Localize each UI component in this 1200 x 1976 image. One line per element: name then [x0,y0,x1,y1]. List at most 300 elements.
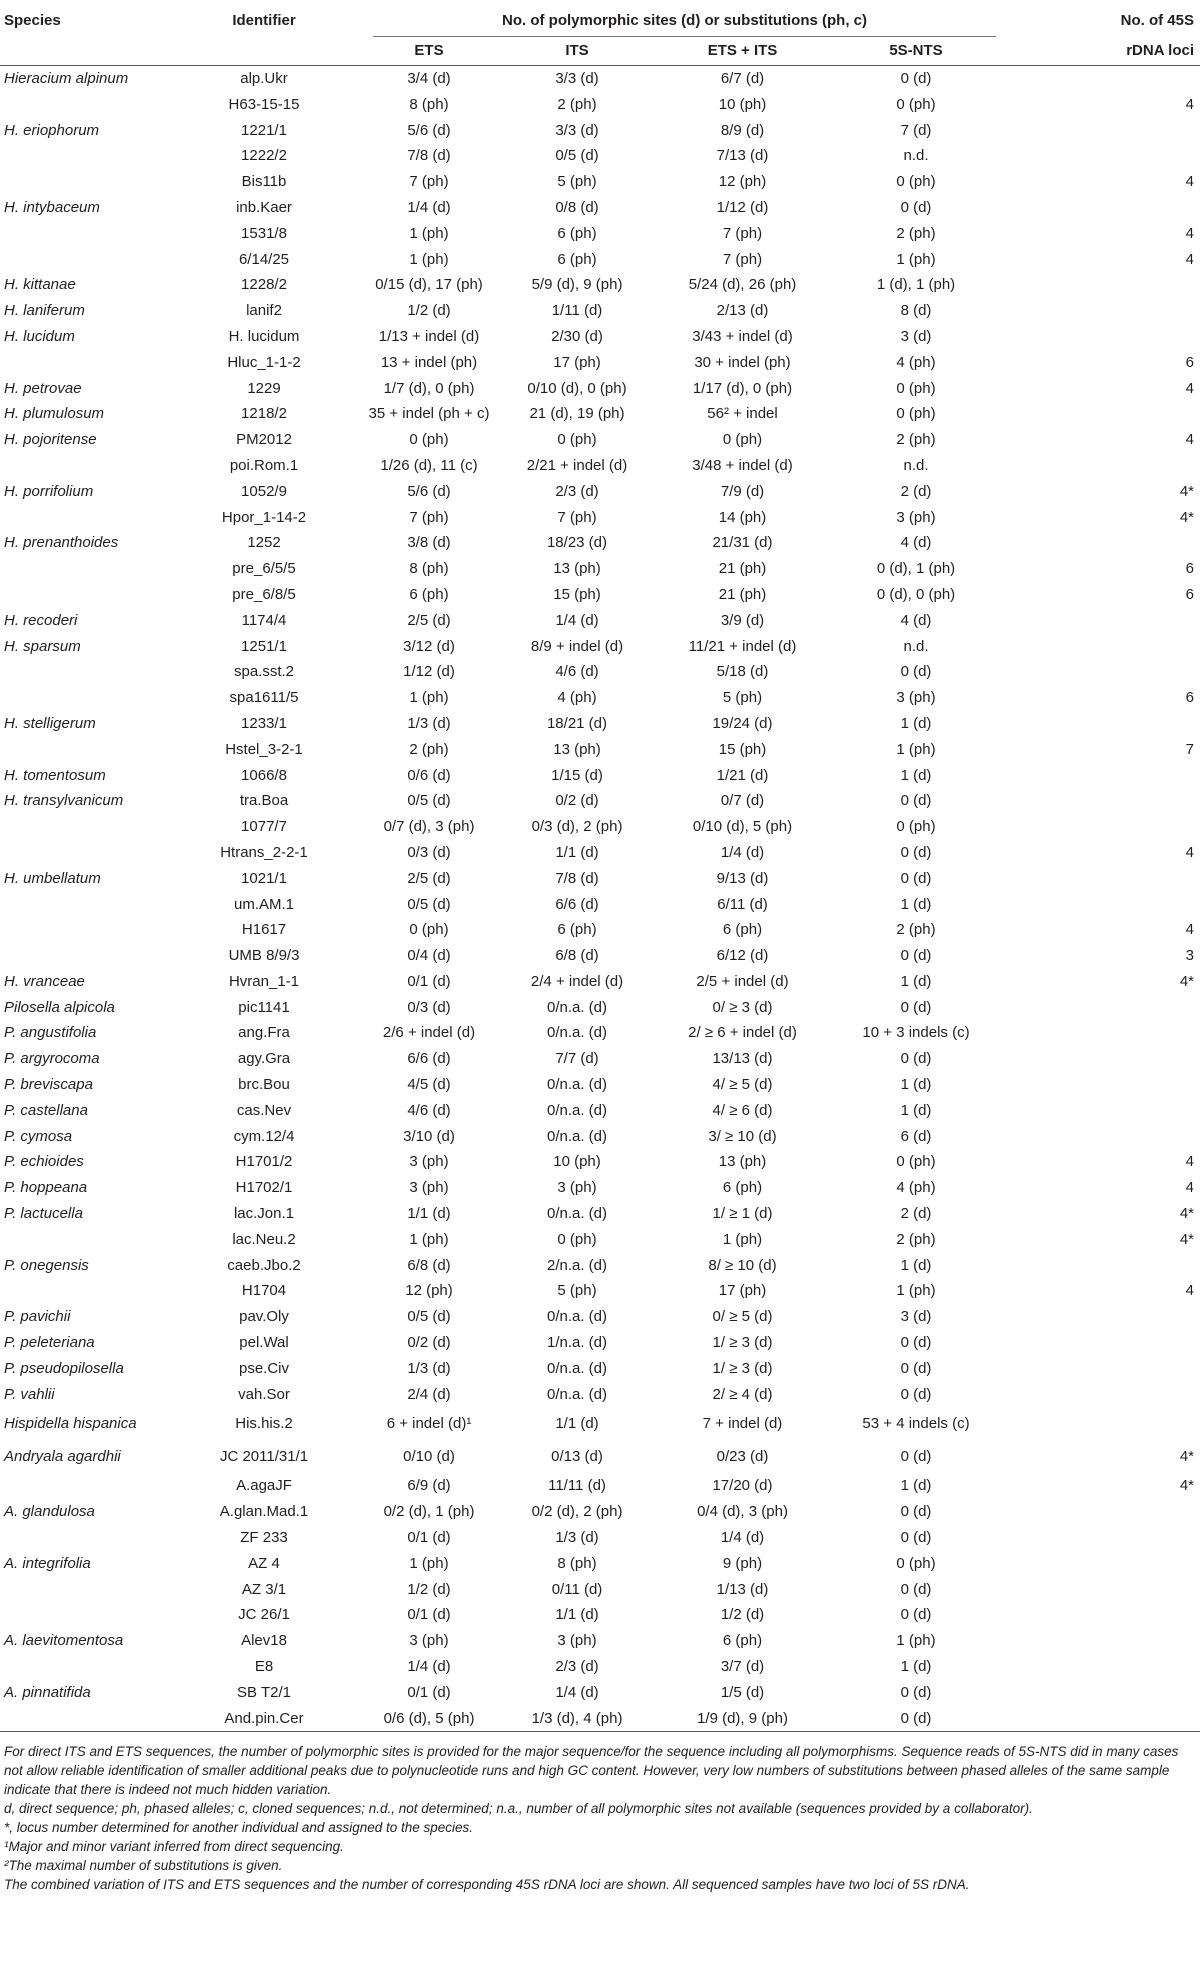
nts-cell: 1 (d) [900,1256,932,1274]
table-row [0,1072,1200,1098]
etsits-cell: 2/ ≥ 6 + indel (d) [688,1024,797,1042]
species-cell: H. sparsum [4,637,81,655]
nts-cell: 3 (d) [900,1308,932,1326]
etsits-cell: 9/13 (d) [716,869,769,887]
species-cell [0,143,165,169]
species-cell: H. porrifolium [4,482,94,500]
ets-cell: 0/1 (d) [407,1529,451,1547]
loci-cell: 4* [1179,1448,1194,1466]
table-row [0,1602,1200,1628]
its-cell: 1/11 (d) [551,302,603,320]
its-cell: 2/3 (d) [555,482,599,500]
etsits-cell: 1/12 (d) [716,198,769,216]
loci-cell [1006,892,1200,918]
species-cell: H. prenanthoides [4,534,119,552]
its-cell: 15 (ph) [553,585,601,603]
table-row [0,1440,1200,1473]
species-cell: Hispidella hispanica [4,1415,137,1433]
etsits-cell: 1/ ≥ 3 (d) [712,1359,773,1377]
table-row [0,530,1200,556]
species-cell: Hieracium alpinum [4,70,129,87]
loci-cell: 4* [1179,482,1194,500]
table-row [0,634,1200,660]
table-row [0,1227,1200,1253]
species-cell [0,814,165,840]
its-cell: 0 (ph) [557,431,597,449]
identifier-cell: 1066/8 [241,766,287,784]
ets-cell: 6 + indel (d)¹ [386,1415,472,1433]
nts-cell: 0 (ph) [896,1153,936,1171]
etsits-cell: 14 (ph) [718,508,767,526]
its-cell: 1/4 (d) [555,611,599,629]
its-cell: 0/n.a. (d) [546,1205,608,1223]
identifier-cell: And.pin.Cer [165,1706,363,1732]
nts-cell: 0 (d) [826,1706,1006,1732]
species-cell: H. laniferum [4,302,85,320]
table-row [0,1382,1200,1408]
table-row [0,298,1200,324]
its-cell: 0/n.a. (d) [546,1359,608,1377]
its-cell: 1/1 (d) [555,1415,599,1433]
identifier-cell: 1218/2 [241,405,287,423]
identifier-cell: 1228/2 [241,276,287,294]
etsits-cell: 56² + indel [707,405,778,423]
ets-cell: 1 (ph) [409,1554,449,1572]
footnote-asterisk: *, locus number determined for another individual and assigned to the species. [4,1820,474,1836]
ets-cell: 3 (ph) [409,1153,449,1171]
loci-cell: 6 [1185,585,1194,603]
its-cell: 3 (ph) [557,1632,597,1650]
species-cell: P. castellana [4,1101,88,1119]
identifier-cell: Bis11b [241,173,287,191]
ets-cell: 7 (ph) [409,173,449,191]
its-cell: 7/8 (d) [555,869,599,887]
nts-cell: 0 (d), 1 (ph) [876,560,956,578]
ets-cell: 3/4 (d) [407,70,451,87]
identifier-cell: pre_6/8/5 [232,585,296,603]
etsits-cell: 3/43 + indel (d) [692,327,793,345]
ets-cell: 6/6 (d) [407,1050,451,1068]
species-cell [0,505,165,531]
nts-cell: 3 (ph) [896,508,936,526]
ets-cell: 2/5 (d) [407,869,451,887]
table-row [0,1253,1200,1279]
table-row [0,866,1200,892]
nts-cell: 0 (d) [900,1385,932,1403]
nts-cell: 3 (ph) [896,689,936,707]
species-cell [0,582,165,608]
etsits-cell: 12 (ph) [718,173,767,191]
loci-cell [1006,659,1200,685]
its-cell: 3/3 (d) [555,70,599,87]
loci-cell: 4 [1185,95,1194,113]
header-row-1 [0,6,1200,37]
etsits-cell: 17/20 (d) [712,1477,773,1495]
identifier-cell: Hvran_1-1 [228,972,300,990]
etsits-cell: 1/5 (d) [720,1683,765,1701]
ets-cell: 0/10 (d) [403,1448,455,1466]
identifier-cell: Hpor_1-14-2 [221,508,307,526]
identifier-cell: pel.Wal [239,1334,289,1352]
group-header [363,6,1006,37]
loci-cell: 6 [1185,689,1194,707]
etsits-cell: 3/7 (d) [720,1658,765,1676]
loci-cell [1006,814,1200,840]
nts-cell: 0 (d) [900,843,932,861]
etsits-cell: 5/24 (d), 26 (ph) [688,276,797,294]
identifier-cell: cym.12/4 [233,1127,295,1145]
species-cell [0,1654,165,1680]
identifier-cell: pre_6/5/5 [232,560,296,578]
etsits-cell: 1/2 (d) [720,1606,765,1624]
species-cell [0,840,165,866]
nts-cell: 1 (d) [900,714,932,732]
nts-cell: 3 (d) [900,327,932,345]
species-cell: H. vranceae [4,972,85,990]
its-cell: 2/21 + indel (d) [526,456,628,474]
table-row [0,556,1200,582]
its-cell: 0/13 (d) [551,1448,603,1466]
loci-cell [1006,1628,1200,1654]
table-row [0,1356,1200,1382]
its-cell: 1/4 (d) [555,1683,599,1701]
species-cell: H. kittanae [4,276,76,294]
table-row [0,1149,1200,1175]
etsits-cell: 4/ ≥ 5 (d) [712,1076,773,1094]
species-cell: H. umbellatum [4,869,101,887]
identifier-cell: poi.Rom.1 [229,456,299,474]
identifier-cell: pic1141 [238,998,290,1016]
its-cell: 0/11 (d) [551,1580,603,1598]
ets-cell: 1/2 (d) [407,1580,451,1598]
table-row [0,92,1200,118]
nts-cell: 1 (d) [900,972,932,990]
loci-cell [1006,1551,1200,1577]
table-body [0,66,1200,1732]
species-cell [0,892,165,918]
nts-cell: 4 (d) [900,611,932,629]
ets-cell: 6 (ph) [409,585,449,603]
its-cell: 2/3 (d) [555,1658,599,1676]
species-cell [0,453,165,479]
footnote-methods: For direct ITS and ETS sequences, the number of polymorphic sites is provided for the major sequence/for the sequence including all polymorphisms. Sequence reads of 5S-NTS did in many cases not allow reliable identification of smaller additional peaks due to polynucleotide runs and high GC content. However, very low numbers of substitutions between phased alleles of the same sample indicate that there is indeed not much hidden variation. [4,1744,1179,1798]
its-cell: 13 (ph) [553,560,601,578]
table-row [0,1706,1200,1732]
nts-header: 5S-NTS [889,42,943,59]
identifier-cell: pav.Oly [239,1308,289,1326]
etsits-cell: 6/11 (d) [717,895,768,913]
its-cell: 13 (ph) [553,740,601,758]
nts-cell: 0 (ph) [896,1554,936,1572]
its-cell: 1/3 (d) [555,1529,599,1547]
species-cell: A. glandulosa [4,1503,95,1521]
etsits-cell: 1/ ≥ 3 (d) [712,1334,773,1352]
loci-cell [1006,1304,1200,1330]
loci-cell: 4 [1185,1153,1194,1171]
table-row [0,840,1200,866]
etsits-cell: 6/7 (d) [720,70,765,87]
ets-cell: 1/3 (d) [407,1359,451,1377]
etsits-cell: 0/23 (d) [716,1448,769,1466]
table-row [0,969,1200,995]
etsits-cell: 13/13 (d) [712,1050,773,1068]
species-cell [0,1706,165,1732]
identifier-cell: H1701/2 [235,1153,293,1171]
nts-cell: 2 (ph) [896,921,936,939]
its-cell: 7 (ph) [557,508,597,526]
table-row [0,1654,1200,1680]
its-cell: 0/5 (d) [555,147,599,165]
loci-cell [1006,1253,1200,1279]
etsits-cell: 21/31 (d) [712,534,773,552]
ets-cell: 6/9 (d) [407,1477,451,1495]
identifier-cell: um.AM.1 [233,895,294,913]
loci-cell: 4 [1185,1282,1194,1300]
nts-cell: 0 (d) [900,70,932,87]
header-row-2 [0,37,1200,66]
identifier-cell: Alev18 [241,1632,287,1650]
table-row [0,1330,1200,1356]
ets-cell: 0/4 (d) [407,947,451,965]
table-row [0,505,1200,531]
loci-cell [1006,66,1200,92]
nts-cell: 8 (d) [900,302,932,320]
table-row [0,1201,1200,1227]
ets-cell: 1/12 (d) [403,663,455,681]
identifier-cell: JC 26/1 [238,1606,290,1624]
nts-cell: 0 (d) [900,1503,932,1521]
its-cell: 2/4 + indel (d) [530,972,624,990]
its-cell: 0/n.a. (d) [546,1308,608,1326]
ets-cell: 0/1 (d) [407,972,451,990]
table-row [0,453,1200,479]
nts-cell: 6 (d) [900,1127,932,1145]
table-row [0,376,1200,402]
loci-cell [1006,1577,1200,1603]
identifier-cell: 1221/1 [241,121,287,139]
identifier-cell: 1251/1 [241,637,287,655]
ets-cell: 0/6 (d), 5 (ph) [363,1706,495,1732]
nts-cell: 2 (d) [900,1205,932,1223]
species-cell [0,943,165,969]
ets-cell: 3/12 (d) [403,637,455,655]
species-cell: H. stelligerum [4,714,96,732]
its-cell: 7/7 (d) [555,1050,599,1068]
species-cell: P. onegensis [4,1256,89,1274]
identifier-cell: cas.Nev [236,1101,292,1119]
nts-cell: 0 (d), 0 (ph) [876,585,956,603]
identifier-cell: Hluc_1-1-2 [227,353,301,371]
table-footnotes [0,1732,1200,1894]
etsits-cell: 8/ ≥ 10 (d) [708,1256,777,1274]
etsits-cell: 7 (ph) [722,250,763,268]
loci-cell: 3 [1185,947,1194,965]
loci-cell [1006,1020,1200,1046]
etsits-cell: 9 (ph) [722,1554,763,1572]
loci-cell: 4* [1179,508,1194,526]
loci-cell [1006,1602,1200,1628]
its-cell: 6/8 (d) [555,947,599,965]
nts-cell: 4 (ph) [896,1179,936,1197]
ets-cell: 3 (ph) [409,1179,449,1197]
loci-cell: 4 [1185,921,1194,939]
species-header: Species [4,12,61,29]
loci-cell [1006,453,1200,479]
species-cell [0,1525,165,1551]
identifier-cell: pse.Civ [238,1359,290,1377]
nts-cell: 0 (d) [900,792,932,810]
nts-cell: n.d. [903,637,929,655]
table-row [0,659,1200,685]
nts-cell: 1 (ph) [896,1632,936,1650]
table-row [0,737,1200,763]
etsits-cell: 5 (ph) [722,689,763,707]
identifier-cell: Hstel_3-2-1 [225,740,303,758]
ets-cell: 0/1 (d) [407,1606,451,1624]
ets-cell: 12 (ph) [405,1282,453,1300]
identifier-cell: vah.Sor [238,1385,290,1403]
its-cell: 0/n.a. (d) [546,1076,608,1094]
species-cell [0,169,165,195]
ets-cell: 1/1 (d) [407,1205,451,1223]
etsits-cell: 7 (ph) [722,224,763,242]
identifier-cell: 1222/2 [241,147,287,165]
ets-cell: 4/5 (d) [407,1076,451,1094]
etsits-cell: 1/ ≥ 1 (d) [712,1205,773,1223]
identifier-cell: lac.Neu.2 [232,1230,296,1248]
etsits-cell: 1/21 (d) [716,766,769,784]
etsits-cell: 3/ ≥ 10 (d) [708,1127,777,1145]
loci-cell [1006,530,1200,556]
etsits-cell: 1/9 (d), 9 (ph) [659,1706,826,1732]
nts-cell: 0 (d) [900,1359,932,1377]
etsits-cell: 2/5 + indel (d) [696,972,789,990]
identifier-cell: 1052/9 [241,482,287,500]
its-cell: 6 (ph) [557,224,597,242]
loci-cell: 4 [1185,250,1194,268]
table-row [0,1473,1200,1499]
etsits-cell: 7/9 (d) [720,482,765,500]
species-cell: P. echioides [4,1153,84,1171]
nts-cell: 0 (ph) [896,95,936,113]
identifier-cell: agy.Gra [237,1050,291,1068]
etsits-cell: 17 (ph) [718,1282,767,1300]
its-cell: 0/n.a. (d) [546,1385,608,1403]
table-row [0,350,1200,376]
its-cell: 17 (ph) [553,353,601,371]
its-cell: 0/n.a. (d) [546,1127,608,1145]
ets-cell: 3/8 (d) [407,534,451,552]
table-row [0,917,1200,943]
nts-cell: 1 (ph) [896,1282,936,1300]
nts-cell: 0 (ph) [896,818,936,836]
loci-cell: 4 [1185,224,1194,242]
identifier-cell: 1021/1 [241,869,287,887]
identifier-cell: UMB 8/9/3 [228,947,300,965]
nts-cell: 0 (ph) [896,405,936,423]
etsits-cell: 3/9 (d) [720,611,765,629]
ets-cell: 0/2 (d) [407,1334,451,1352]
loci-cell: 6 [1185,353,1194,371]
species-cell: H. tomentosum [4,766,106,784]
its-cell: 0/10 (d), 0 (ph) [527,379,627,397]
loci-cell: 4 [1185,379,1194,397]
nts-cell: 0 (d) [900,1580,932,1598]
species-cell [0,556,165,582]
its-cell: 0/n.a. (d) [546,1024,608,1042]
its-cell: 5/9 (d), 9 (ph) [531,276,623,294]
table-row [0,66,1200,92]
identifier-cell: H1702/1 [235,1179,293,1197]
footnote-summary: The combined variation of ITS and ETS sequences and the number of corresponding 45S rDNA loci are shown. All sequenced samples have two loci of 5S rDNA. [4,1877,970,1893]
loci-cell: 4 [1185,843,1194,861]
ets-cell: 0/1 (d) [407,1683,451,1701]
ets-cell: 5/6 (d) [407,121,451,139]
ets-cell: 0/15 (d), 17 (ph) [375,276,483,294]
ets-cell: 0/7 (d), 3 (ph) [383,818,475,836]
ets-cell: 2/4 (d) [407,1385,451,1403]
loci-cell [1006,711,1200,737]
its-cell: 5 (ph) [557,173,597,191]
nts-cell: 7 (d) [900,121,932,139]
table-row [0,1628,1200,1654]
identifier-cell: E8 [254,1658,274,1676]
loci-header-line1: No. of 45S [1120,12,1194,29]
nts-cell: 0 (d) [900,1683,932,1701]
identifier-cell: SB T2/1 [237,1683,291,1701]
etsits-cell: 6 (ph) [722,1179,763,1197]
loci-cell [1006,1098,1200,1124]
species-cell: P. vahlii [4,1385,55,1403]
etsits-cell: 11/21 + indel (d) [688,637,797,655]
table-row [0,763,1200,789]
etsits-cell: 1/13 (d) [716,1580,769,1598]
its-cell: 10 (ph) [553,1153,601,1171]
its-cell: 0 (ph) [557,1230,597,1248]
loci-cell [1006,866,1200,892]
ets-cell: 0/2 (d), 1 (ph) [383,1503,475,1521]
table-row [0,118,1200,144]
ets-cell: 3 (ph) [409,1632,449,1650]
identifier-cell: A.glan.Mad.1 [219,1503,309,1521]
table-row [0,401,1200,427]
table-row [0,1046,1200,1072]
species-cell: H. plumulosum [4,405,105,423]
loci-cell [1006,1356,1200,1382]
identifier-cell: brc.Bou [238,1076,290,1094]
etsits-cell: 7 + indel (d) [702,1415,783,1433]
ets-cell: 0/5 (d) [407,792,451,810]
species-cell [0,1577,165,1603]
its-cell: 4 (ph) [557,689,597,707]
loci-cell [1006,1706,1200,1732]
nts-cell: 1 (ph) [896,740,936,758]
its-cell: 1/n.a. (d) [546,1334,608,1352]
identifier-cell: 1531/8 [241,224,287,242]
nts-cell: 2 (d) [900,482,932,500]
species-cell: P. pavichii [4,1308,71,1326]
ets-cell: 2/5 (d) [407,611,451,629]
nts-cell: 1 (d) [900,895,932,913]
identifier-cell: 1252 [247,534,281,552]
loci-header-line2: rDNA loci [1126,42,1194,59]
table-row [0,1577,1200,1603]
nts-cell: 1 (d), 1 (ph) [876,276,956,294]
its-cell: 6/6 (d) [555,895,599,913]
loci-cell: 4* [1179,1230,1194,1248]
species-cell: P. peleteriana [4,1334,95,1352]
etsits-cell: 0/4 (d), 3 (ph) [697,1503,788,1521]
